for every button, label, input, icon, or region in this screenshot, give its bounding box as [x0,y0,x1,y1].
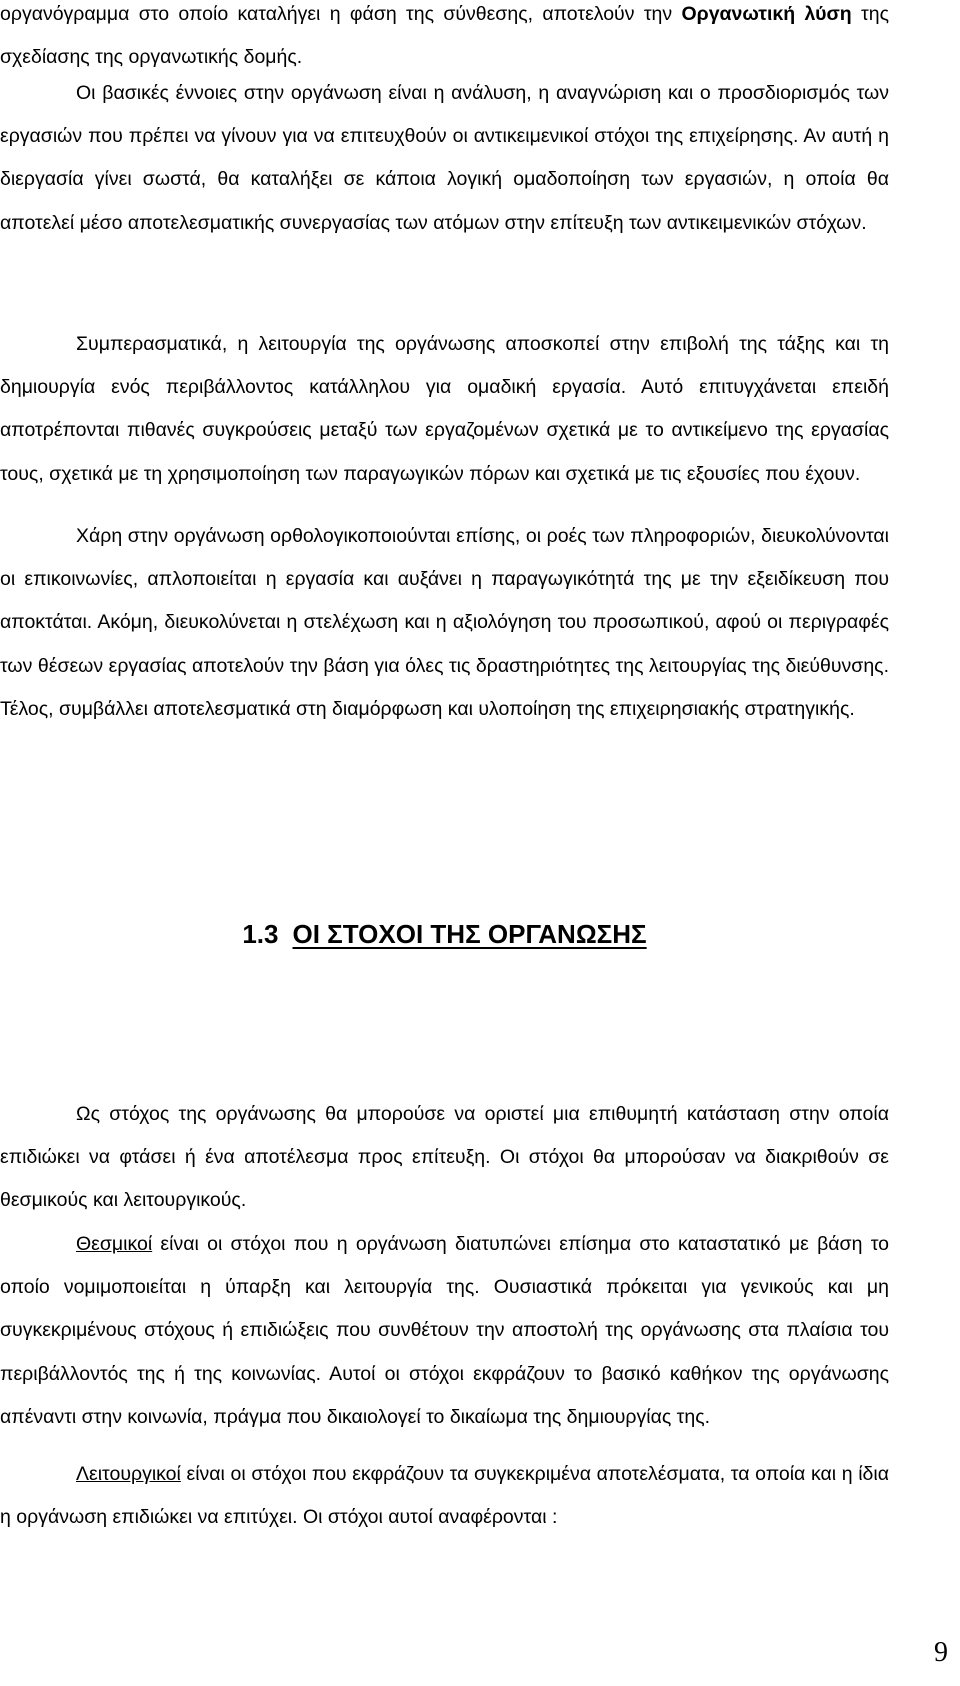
paragraph-text: είναι οι στόχοι που εκφράζουν τα συγκεκριμένα αποτελέσματα, τα οποία και η ίδια η οργάνωση επιδιώκει να επιτύχει. Οι στόχοι αυτοί αναφέρονται : [0,1463,889,1529]
paragraph-text: Ως στόχος της οργάνωσης θα μπορούσε να οριστεί μια επιθυμητή κατάσταση στην οποία επιδιώκει να φτάσει ή ένα αποτέλεσμα προς επίτευξη. Οι στόχοι θα μπορούσαν να διακριθούν σε θεσμικούς και λειτουργικούς. [0,1103,889,1212]
paragraph-text: είναι οι στόχοι που η οργάνωση διατυπώνει επίσημα στο καταστατικό με βάση το οποίο νομιμοποιείται η ύπαρξη και λειτουργία της. Ουσιαστικά πρόκειται για γενικούς και μη συγκεκριμένους στόχους ή επιδιώξεις που συνθέτουν την αποστολή της οργάνωσης στα πλαίσια του περιβάλλοντός της ή της κοινωνίας. Αυτοί οι στόχοι εκφράζουν το βασικό καθήκον της οργάνωσης απέναντι στην κοινωνία, πράγμα που δικαιολογεί το δικαίωμα της δημιουργίας της. [0,1233,889,1428]
section-number: 1.3 [242,919,279,949]
underlined-term-functional: Λειτουργικοί [76,1463,181,1485]
paragraph-institutional-goals [0,1223,889,1439]
paragraph-text: της σχεδίασης της οργανωτικής δομής. [0,3,890,69]
underlined-term-institutional: Θεσμικοί [76,1233,153,1255]
bold-term-organizational-solution: Οργανωτική λύση [681,3,852,25]
paragraph-goal-definition [0,1093,889,1223]
paragraph-functional-goals [0,1453,889,1539]
paragraph-benefits [0,515,889,731]
paragraph-basic-concepts [0,72,889,245]
paragraph-conclusion [0,323,889,496]
paragraph-text: Συμπερασματικά, η λειτουργία της οργάνωσης αποσκοπεί στην επιβολή της τάξης και τη δημιουργία ενός περιβάλλοντος κατάλληλου για ομαδική εργασία. Αυτό επιτυγχάνεται επειδή αποτρέπονται πιθανές συγκρούσεις μεταξύ των εργαζομένων σχετικά με το αντικείμενο της εργασίας τους, σχετικά με τη χρησιμοποίηση των παραγωγικών πόρων και σχετικά με τις εξουσίες που έχουν. [0,333,889,485]
paragraph-text: Οι βασικές έννοιες στην οργάνωση είναι η ανάλυση, η αναγνώριση και ο προσδιορισμός των εργασιών που πρέπει να γίνουν για να επιτευχθούν οι αντικειμενικοί στόχοι της επιχείρησης. Αν αυτή η διεργασία γίνει σωστά, θα καταλήξει σε κάποια λογική ομαδοποίηση των εργασιών, η οποία θα αποτελεί μέσο αποτελεσματικής συνεργασίας των ατόμων στην επίτευξη των αντικειμενικών στόχων. [0,82,889,234]
section-heading [0,914,889,954]
paragraph-text: οργανόγραμμα στο οποίο καταλήγει η φάση της σύνθεσης, αποτελούν την [0,3,682,25]
page-number: 9 [934,1637,948,1668]
paragraph-organizational-solution [0,0,889,79]
section-title: ΟΙ ΣΤΟΧΟΙ ΤΗΣ ΟΡΓΑΝΩΣΗΣ [292,919,647,949]
paragraph-text: Χάρη στην οργάνωση ορθολογικοποιούνται επίσης, οι ροές των πληροφοριών, διευκολύνονται οι επικοινωνίες, απλοποιείται η εργασία και αυξάνει η παραγωγικότητά της με την εξειδίκευση που αποκτάται. Ακόμη, διευκολύνεται η στελέχωση και η αξιολόγηση του προσωπικού, αφού οι περιγραφές των θέσεων εργασίας αποτελούν την βάση για όλες τις δραστηριότητες της λειτουργίας της διεύθυνσης. Τέλος, συμβάλλει αποτελεσματικά στη διαμόρφωση και υλοποίηση της επιχειρησιακής στρατηγικής. [0,525,889,720]
